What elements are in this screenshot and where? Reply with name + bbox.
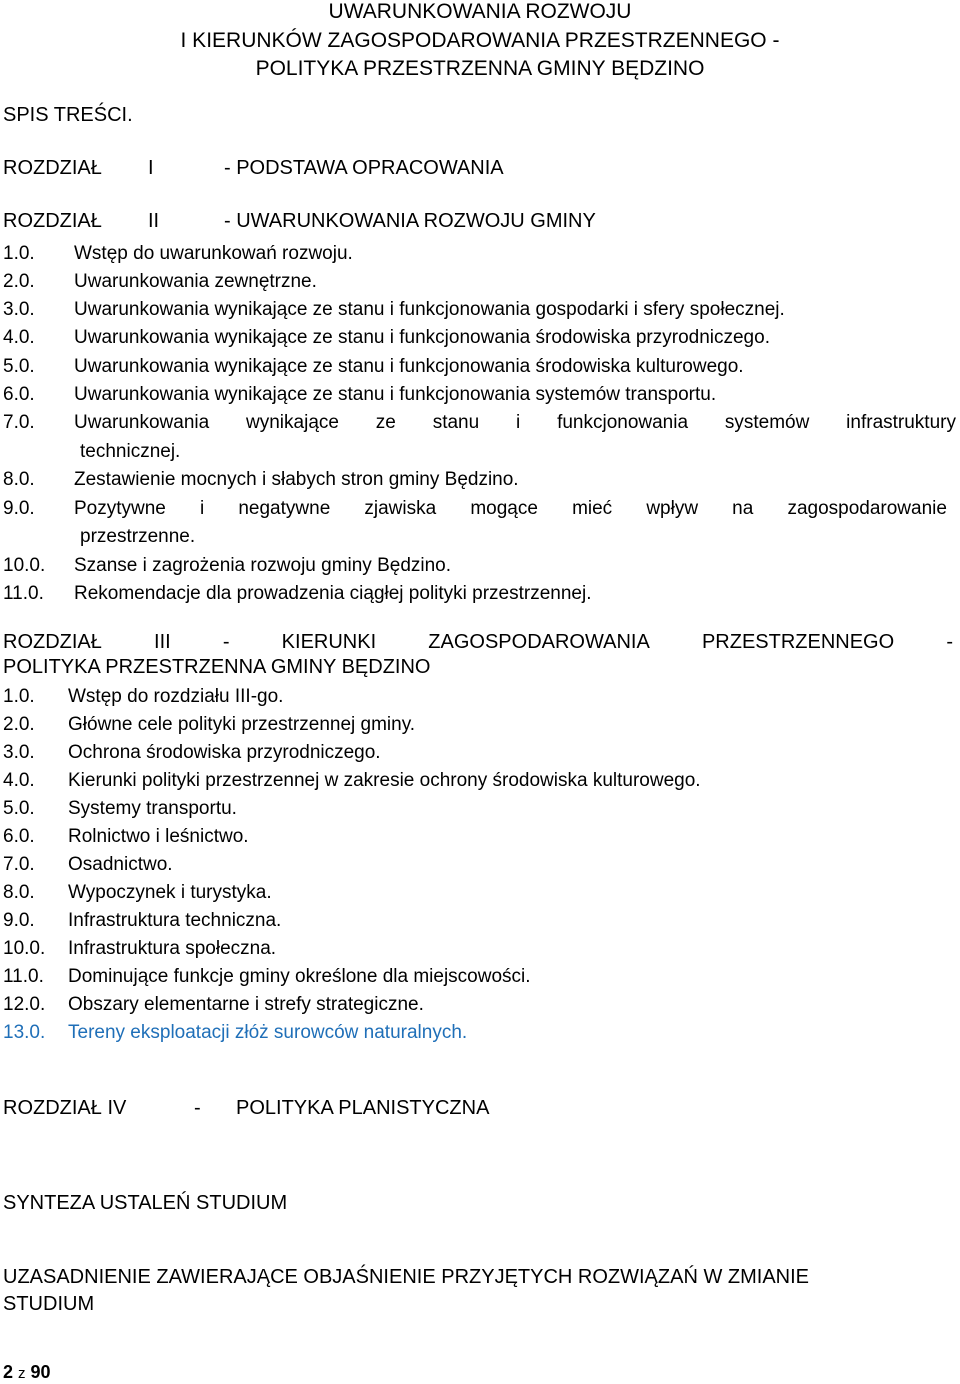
chapter3-item-text: Ochrona środowiska przyrodniczego. — [68, 742, 381, 763]
chapter2-title: - UWARUNKOWANIA ROZWOJU GMINY — [224, 210, 596, 232]
chapter3-item-number: 10.0. — [3, 938, 46, 959]
chapter2-item-number: 8.0. — [3, 469, 35, 490]
chapter3-item-number: 2.0. — [3, 714, 35, 735]
word: KIERUNKI — [281, 631, 377, 653]
chapter4-title: POLITYKA PLANISTYCZNA — [236, 1097, 490, 1119]
chapter3-item-number-link[interactable]: 13.0. — [3, 1022, 46, 1043]
chapter3-item-text: Dominujące funkcje gminy określone dla miejscowości. — [68, 966, 531, 987]
chapter3-item-number: 9.0. — [3, 910, 35, 931]
chapter3-item-number: 7.0. — [3, 854, 35, 875]
chapter2-item-text — [74, 498, 947, 520]
chapter2-item-text: Uwarunkowania wynikające ze stanu i funkcjonowania środowiska kulturowego. — [74, 356, 744, 377]
chapter1-roman: I — [148, 157, 154, 179]
chapter3-item-text: Osadnictwo. — [68, 854, 173, 875]
chapter2-item-number: 4.0. — [3, 327, 35, 348]
word: negatywne — [238, 498, 331, 519]
chapter3-item-text: Główne cele polityki przestrzennej gminy. — [68, 714, 416, 735]
chapter3-item-number: 1.0. — [3, 686, 35, 707]
word: zjawiska — [364, 498, 437, 519]
word: systemów — [724, 412, 810, 433]
chapter3-item-text: Systemy transportu. — [68, 798, 237, 819]
chapter2-item-number: 7.0. — [3, 412, 35, 433]
chapter3-item-number: 12.0. — [3, 994, 46, 1015]
page-total: 90 — [30, 1362, 51, 1382]
chapter2-item-continuation: technicznej. — [80, 441, 181, 462]
word: stanu — [432, 412, 480, 433]
chapter2-item-text — [74, 412, 956, 434]
uzasadnienie-heading-line2: STUDIUM — [3, 1293, 95, 1315]
chapter2-item-number: 10.0. — [3, 555, 46, 576]
word: i — [200, 498, 205, 519]
chapter3-item-number: 3.0. — [3, 742, 35, 763]
chapter4-dash: - — [194, 1097, 201, 1119]
word: ze — [375, 412, 396, 433]
chapter4-label: ROZDZIAŁ IV — [3, 1097, 127, 1119]
toc-label: SPIS TREŚCI. — [3, 104, 133, 126]
chapter2-label: ROZDZIAŁ — [3, 210, 102, 232]
doc-title-line3: POLITYKA PRZESTRZENNA GMINY BĘDZINO — [255, 57, 705, 80]
word: mogące — [470, 498, 538, 519]
word: - — [222, 631, 230, 653]
chapter3-item-text: Wypoczynek i turystyka. — [68, 882, 272, 903]
chapter2-item-number: 3.0. — [3, 299, 35, 320]
chapter3-item-text: Kierunki polityki przestrzennej w zakresie ochrony środowiska kulturowego. — [68, 770, 701, 791]
chapter2-item-number: 9.0. — [3, 498, 35, 519]
chapter3-item-number: 8.0. — [3, 882, 35, 903]
chapter2-item-text: Uwarunkowania wynikające ze stanu i funkcjonowania systemów transportu. — [74, 384, 717, 405]
chapter1-title: - PODSTAWA OPRACOWANIA — [224, 157, 504, 179]
chapter3-heading-line2: POLITYKA PRZESTRZENNA GMINY BĘDZINO — [3, 656, 431, 678]
page-current: 2 — [3, 1362, 14, 1382]
chapter2-item-text: Zestawienie mocnych i słabych stron gminy Będzino. — [74, 469, 519, 490]
chapter2-item-text: Rekomendacje dla prowadzenia ciągłej polityki przestrzennej. — [74, 583, 592, 604]
word: ROZDZIAŁ — [3, 631, 102, 653]
word: PRZESTRZENNEGO — [701, 631, 895, 653]
doc-title-line1: UWARUNKOWANIA ROZWOJU — [328, 0, 632, 23]
chapter2-item-text: Uwarunkowania zewnętrzne. — [74, 271, 317, 292]
word: na — [732, 498, 754, 519]
chapter2-item-continuation: przestrzenne. — [80, 526, 196, 547]
chapter2-roman: II — [148, 210, 160, 232]
chapter2-item-number: 5.0. — [3, 356, 35, 377]
page-of: z — [18, 1365, 26, 1382]
chapter3-item-text: Infrastruktura techniczna. — [68, 910, 282, 931]
chapter2-item-text: Wstęp do uwarunkowań rozwoju. — [74, 243, 353, 264]
chapter3-heading — [3, 631, 953, 653]
chapter1-label: ROZDZIAŁ — [3, 157, 102, 179]
word: i — [516, 412, 521, 433]
chapter3-item-number: 5.0. — [3, 798, 35, 819]
chapter3-item-number: 11.0. — [3, 966, 44, 987]
chapter3-item-text: Infrastruktura społeczna. — [68, 938, 277, 959]
chapter2-item-text: Uwarunkowania wynikające ze stanu i funkcjonowania gospodarki i sfery społecznej. — [74, 299, 785, 320]
chapter3-item-link[interactable]: Tereny eksploatacji złóż surowców naturalnych. — [68, 1022, 468, 1043]
word: - — [946, 631, 953, 653]
word: ZAGOSPODAROWANIA — [428, 631, 650, 653]
word: zagospodarowanie — [787, 498, 947, 519]
page-number — [3, 1362, 51, 1384]
word: Pozytywne — [74, 498, 166, 519]
chapter2-item-number: 6.0. — [3, 384, 35, 405]
word: III — [154, 631, 171, 653]
word: mieć — [572, 498, 613, 519]
chapter2-item-number: 2.0. — [3, 271, 35, 292]
chapter2-item-text: Szanse i zagrożenia rozwoju gminy Będzino. — [74, 555, 452, 576]
chapter3-item-text: Rolnictwo i leśnictwo. — [68, 826, 249, 847]
doc-title-line2: I KIERUNKÓW ZAGOSPODAROWANIA PRZESTRZENNEGO - — [180, 29, 780, 52]
chapter3-item-text: Wstęp do rozdziału III-go. — [68, 686, 284, 707]
chapter2-item-number: 1.0. — [3, 243, 35, 264]
chapter3-item-number: 6.0. — [3, 826, 35, 847]
synteza-heading: SYNTEZA USTALEŃ STUDIUM — [3, 1192, 288, 1214]
word: infrastruktury — [846, 412, 956, 433]
chapter3-item-text: Obszary elementarne i strefy strategiczne. — [68, 994, 424, 1015]
chapter2-item-text: Uwarunkowania wynikające ze stanu i funkcjonowania środowiska przyrodniczego. — [74, 327, 770, 348]
word: wpływ — [646, 498, 699, 519]
chapter2-item-number: 11.0. — [3, 583, 44, 604]
word: funkcjonowania — [557, 412, 689, 433]
word: wynikające — [246, 412, 339, 433]
uzasadnienie-heading-line1: UZASADNIENIE ZAWIERAJĄCE OBJAŚNIENIE PRZYJĘTYCH ROZWIĄZAŃ W ZMIANIE — [3, 1266, 809, 1288]
word: Uwarunkowania — [74, 412, 210, 433]
chapter3-item-number: 4.0. — [3, 770, 35, 791]
